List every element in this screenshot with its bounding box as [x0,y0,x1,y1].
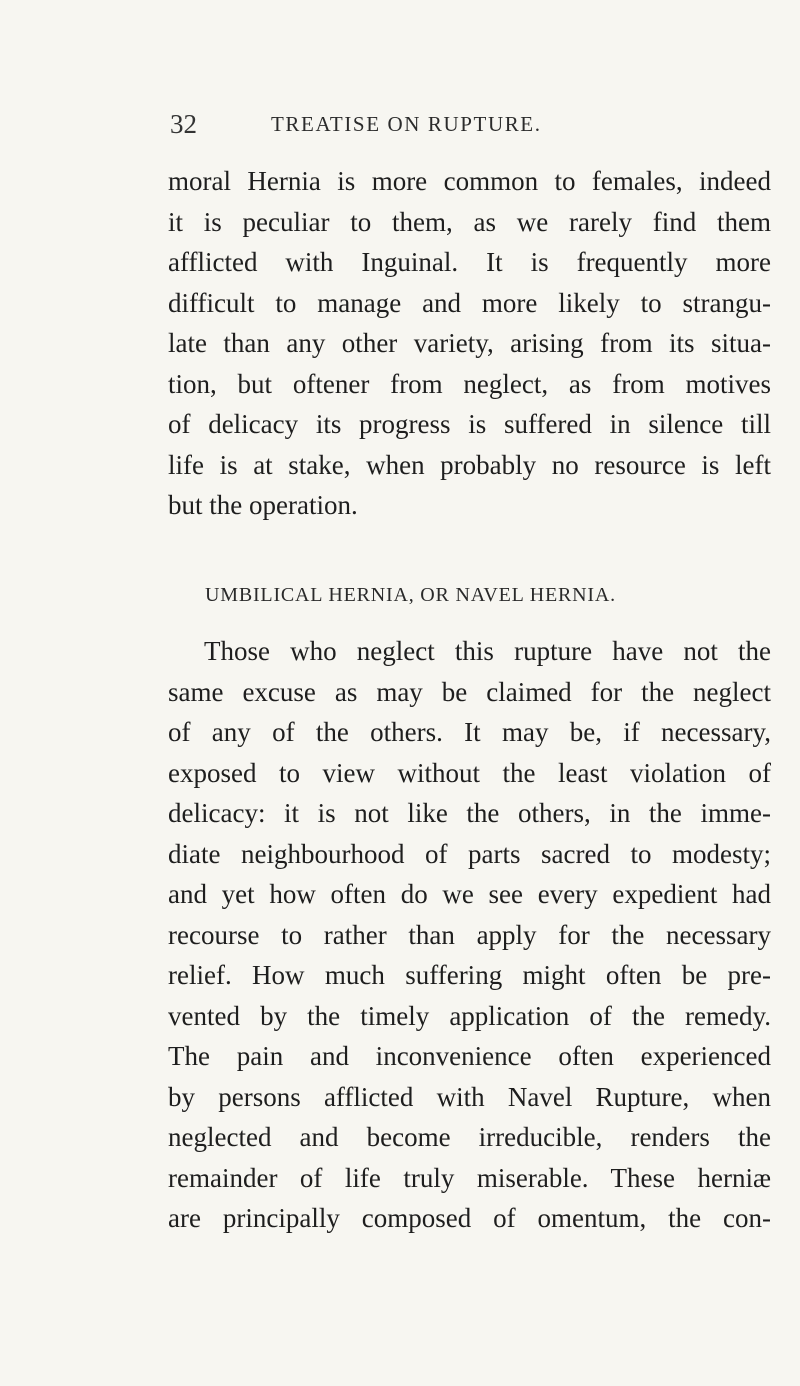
paragraph-femoral-hernia [168,161,771,526]
paragraph-umbilical-hernia [168,631,771,1239]
text-line: of delicacy its progress is suffered in silence till [168,409,771,439]
text-line: exposed to view without the least violation of [168,757,771,788]
text-line: difficult to manage and more likely to strangu- [168,287,771,318]
text-line: of any of the others. It may be, if necessary, [168,717,771,747]
text-line: same excuse as may be claimed for the neglect [168,676,771,707]
text-line: The pain and inconvenience often experienced [168,1041,771,1071]
text-line: remainder of life truly miserable. These herniæ [168,1162,771,1193]
text-line: tion, but oftener from neglect, as from motives [168,368,771,399]
text-line: relief. How much suffering might often be pre- [168,960,771,990]
text-line: but the operation. [168,490,358,520]
text-line: and yet how often do we see every expedient had [168,879,771,909]
text-line: are principally composed of omentum, the con- [168,1203,771,1233]
text-line: it is peculiar to them, as we rarely find them [168,206,771,237]
text-line: recourse to rather than apply for the necessary [168,919,771,950]
text-line: moral Hernia is more common to females, indeed [168,166,771,196]
text-line: vented by the timely application of the remedy. [168,1000,771,1031]
text-line: neglected and become irreducible, renders the [168,1122,771,1152]
text-line: Those who neglect this rupture have not the [204,636,771,666]
text-line: late than any other variety, arising from its situa- [168,328,771,358]
text-line: delicacy: it is not like the others, in the imme- [168,798,771,828]
text-line: afflicted with Inguinal. It is frequently more [168,247,771,277]
running-title: TREATISE ON RUPTURE. [271,112,542,136]
page-header [170,104,770,144]
section-heading: UMBILICAL HERNIA, OR NAVEL HERNIA. [205,584,616,606]
page-number: 32 [170,109,197,139]
text-line: life is at stake, when probably no resource is left [168,449,771,480]
text-line: by persons afflicted with Navel Rupture, when [168,1081,771,1112]
text-line: diate neighbourhood of parts sacred to modesty; [168,838,771,869]
